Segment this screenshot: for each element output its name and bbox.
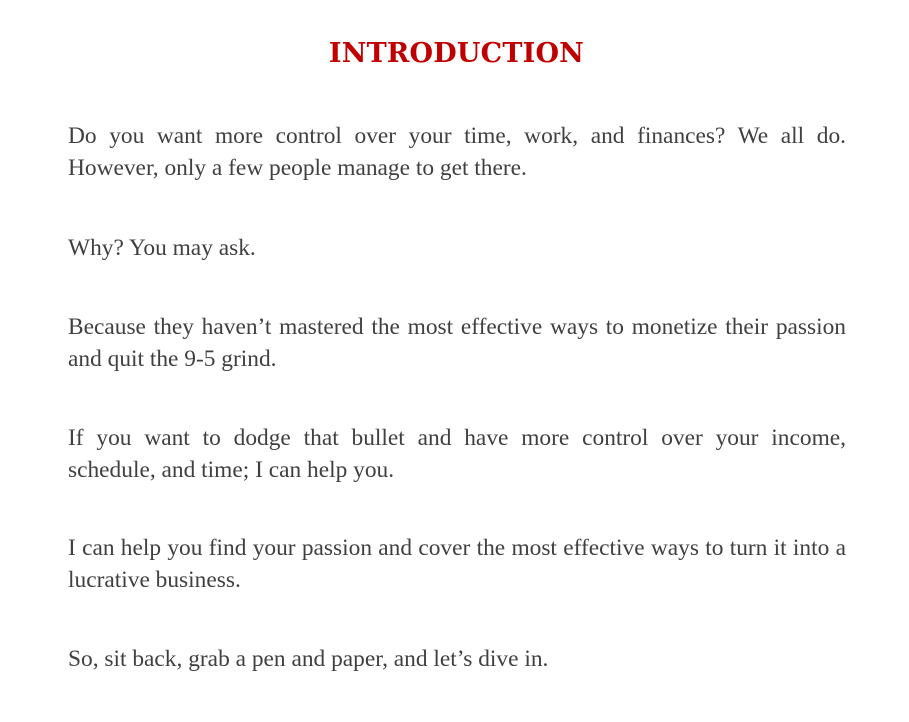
page-title: INTRODUCTION [328,38,585,69]
intro-paragraph-6: So, sit back, grab a pen and paper, and let’s dive in. [68,646,549,672]
intro-paragraph-5: I can help you find your passion and cover the most effective ways to turn it into a lucrative business. [68,535,846,593]
intro-paragraph-3: Because they haven’t mastered the most effective ways to monetize their passion and quit the 9-5 grind. [68,314,846,372]
intro-paragraph-1: Do you want more control over your time, work, and finances? We all do. However, only a few people manage to get there. [68,123,846,181]
intro-paragraph-4: If you want to dodge that bullet and have more control over your income, schedule, and time; I can help you. [68,425,846,483]
intro-paragraph-2: Why? You may ask. [68,235,256,261]
